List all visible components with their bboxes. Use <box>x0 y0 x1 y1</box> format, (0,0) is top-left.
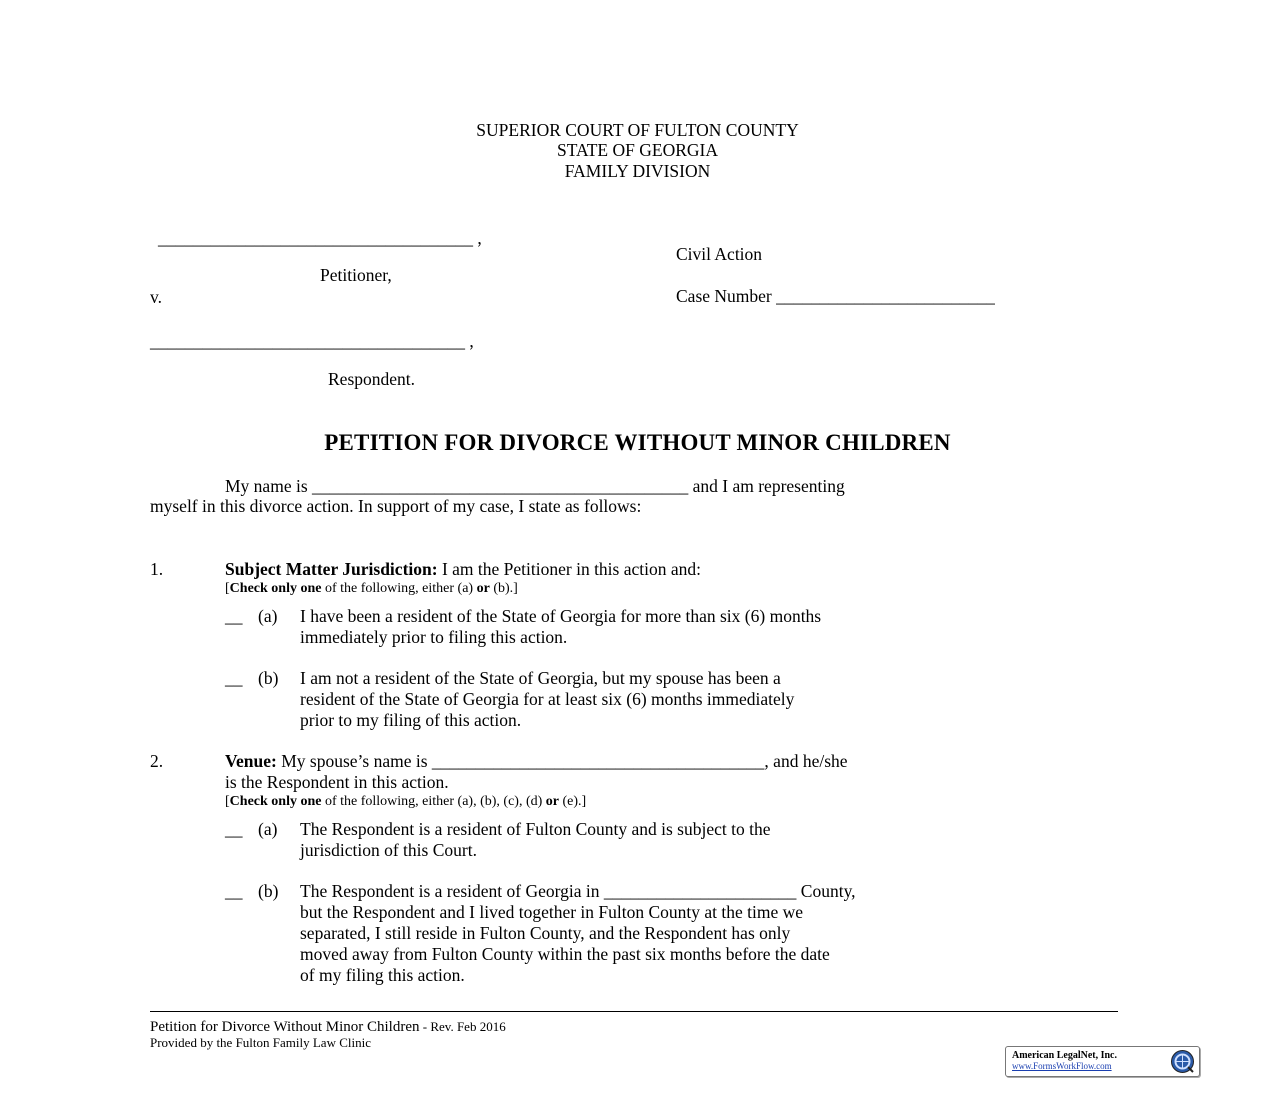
respondent-name-blank[interactable]: ____________________________________ , <box>150 331 474 351</box>
section-1-option-b-text-3: prior to my filing of this action. <box>300 710 522 730</box>
section-1-number: 1. <box>150 559 164 579</box>
section-2-option-a-text-1: The Respondent is a resident of Fulton County and is subject to the <box>300 819 771 839</box>
section-1-heading-line <box>225 559 701 580</box>
section-2-heading: Venue: <box>225 751 277 771</box>
logo-company-name: American LegalNet, Inc. <box>1012 1050 1117 1061</box>
section-2-option-a-text-2: jurisdiction of this Court. <box>300 840 477 860</box>
section-1-option-a-letter: (a) <box>258 606 278 626</box>
footer-revision: - Rev. Feb 2016 <box>419 1019 506 1034</box>
section-2-option-b-text-2: but the Respondent and I lived together in Fulton County at the time we <box>300 902 804 922</box>
document-title: PETITION FOR DIVORCE WITHOUT MINOR CHILDREN <box>324 430 951 455</box>
footer-divider <box>150 1011 1118 1012</box>
footer-form-name: Petition for Divorce Without Minor Children <box>150 1019 420 1035</box>
court-division: FAMILY DIVISION <box>564 161 711 181</box>
section-2-option-b-text-5: of my filing this action. <box>300 965 465 985</box>
section-2-option-b-letter: (b) <box>258 881 279 901</box>
section-2-line-2: is the Respondent in this action. <box>225 772 449 792</box>
petitioner-label: Petitioner, <box>320 265 392 285</box>
court-name: SUPERIOR COURT OF FULTON COUNTY <box>476 120 799 140</box>
logo-url-link[interactable]: www.FormsWorkFlow.com <box>1012 1061 1112 1071</box>
section-2-option-a-letter: (a) <box>258 819 278 839</box>
case-number-field[interactable]: Case Number _________________________ <box>676 286 995 306</box>
section-2-text[interactable]: My spouse’s name is ______________________________________, and he/she <box>276 751 848 771</box>
civil-action-label: Civil Action <box>676 244 763 264</box>
intro-line-2: myself in this divorce action. In support of my case, I state as follows: <box>150 496 642 516</box>
petitioner-name-blank[interactable]: ____________________________________ , <box>158 228 482 248</box>
section-2-option-b-checkbox[interactable]: __ <box>225 881 243 901</box>
section-1-option-b-letter: (b) <box>258 668 279 688</box>
section-2-option-a-checkbox[interactable]: __ <box>225 819 243 839</box>
section-1-option-a-checkbox[interactable]: __ <box>225 606 243 626</box>
section-1-option-a-text-2: immediately prior to filing this action. <box>300 627 568 647</box>
section-2-heading-line[interactable] <box>225 751 848 772</box>
intro-line-1[interactable]: My name is ___________________________________________ and I am representing <box>225 476 845 496</box>
section-1-option-b-checkbox[interactable]: __ <box>225 668 243 688</box>
versus-label: v. <box>150 287 162 307</box>
section-1-text: I am the Petitioner in this action and: <box>437 559 701 579</box>
section-1-option-b-text-2: resident of the State of Georgia for at least six (6) months immediately <box>300 689 795 709</box>
section-2-number: 2. <box>150 751 164 771</box>
section-1-option-a-text-1: I have been a resident of the State of Georgia for more than six (6) months <box>300 606 822 626</box>
footer-provider: Provided by the Fulton Family Law Clinic <box>150 1035 371 1050</box>
section-2-option-b-text-1[interactable]: The Respondent is a resident of Georgia in ______________________ County, <box>300 881 856 901</box>
section-1-instruction: [Check only one of the following, either (a) or (b).] <box>225 581 518 596</box>
section-2-instruction: [Check only one of the following, either (a), (b), (c), (d) or (e).] <box>225 794 587 809</box>
footer-form-line <box>150 1018 506 1036</box>
section-1-heading: Subject Matter Jurisdiction: <box>225 559 438 579</box>
respondent-label: Respondent. <box>328 369 416 389</box>
globe-icon <box>1170 1049 1195 1074</box>
court-state: STATE OF GEORGIA <box>557 140 718 160</box>
legalnet-logo[interactable] <box>1005 1046 1200 1077</box>
section-2-option-b-text-4: moved away from Fulton County within the past six months before the date <box>300 944 830 964</box>
section-2-option-b-text-3: separated, I still reside in Fulton County, and the Respondent has only <box>300 923 791 943</box>
section-1-option-b-text-1: I am not a resident of the State of Georgia, but my spouse has been a <box>300 668 781 688</box>
